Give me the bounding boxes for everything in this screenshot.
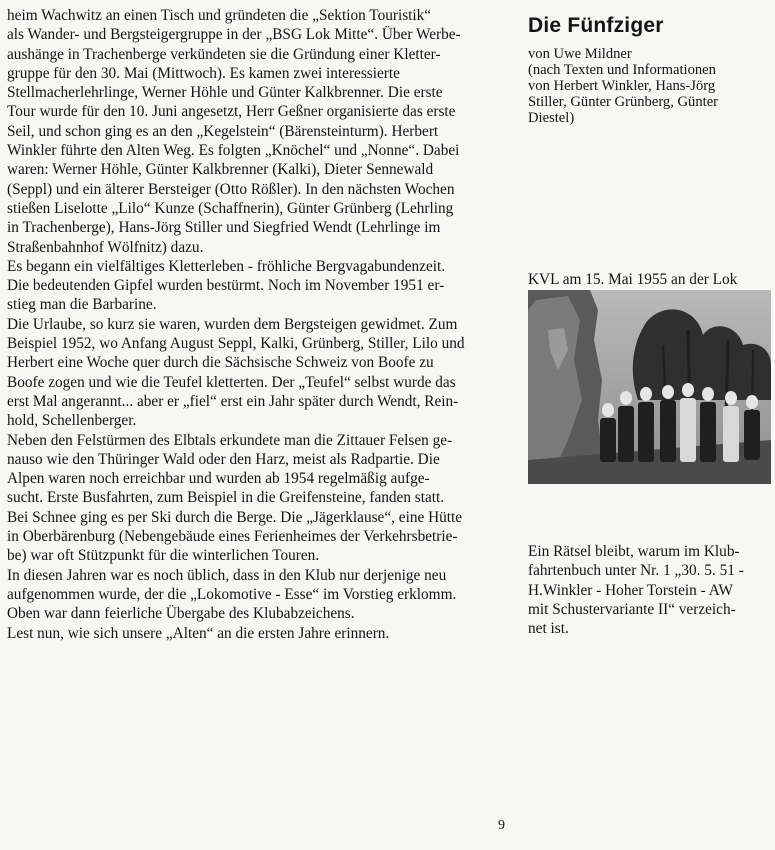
text-line: Seil, und schon ging es an den „Kegelstein“ (Bärensteinturm). Herbert bbox=[7, 122, 439, 140]
text-line: aushänge in Trachenberge verkündeten sie die Gründung einer Kletter- bbox=[7, 45, 441, 63]
text-line: nauso wie den Thüringer Wald oder den Harz, meist als Radpartie. Die bbox=[7, 450, 440, 468]
text-line: Oben war dann feierliche Übergabe des Klubabzeichens. bbox=[7, 605, 355, 623]
photo-caption: KVL am 15. Mai 1955 an der Lok bbox=[528, 271, 738, 288]
text-line: Herbert eine Woche quer durch die Sächsische Schweiz von Boofe zu bbox=[7, 354, 434, 372]
byline bbox=[528, 46, 773, 126]
text-line: be) war oft Stützpunkt für die winterlichen Touren. bbox=[7, 547, 320, 565]
text-line: aufgenommen wurde, der die „Lokomotive - Esse“ im Vorstieg erklomm. bbox=[7, 585, 457, 603]
text-line: Winkler führte den Alten Weg. Es folgten „Knöchel“ und „Nonne“. Dabei bbox=[7, 142, 460, 160]
byline-line: von Uwe Mildner bbox=[528, 46, 632, 62]
text-line: als Wander- und Bergsteigergruppe in der „BSG Lok Mitte“. Über Werbe- bbox=[7, 26, 461, 44]
text-line: Boofe zogen und wie die Teufel kletterten. Der „Teufel“ selbst wurde das bbox=[7, 373, 456, 391]
text-line: Bei Schnee ging es per Ski durch die Berge. Die „Jägerklause“, eine Hütte bbox=[7, 508, 463, 526]
text-line: Die bedeutenden Gipfel wurden bestürmt. Noch im November 1951 er- bbox=[7, 277, 445, 295]
text-line: Neben den Felstürmen des Elbtals erkundete man die Zittauer Felsen ge- bbox=[7, 431, 453, 449]
text-line: waren: Werner Höhle, Günter Kalkbrenner (Kalki), Dieter Sennewald bbox=[7, 161, 434, 179]
text-line: heim Wachwitz an einen Tisch und gründeten die „Sektion Touristik“ bbox=[7, 7, 432, 24]
text-line: hold, Schellenberger. bbox=[7, 412, 137, 430]
note-line: fahrtenbuch unter Nr. 1 „30. 5. 51 - bbox=[528, 562, 744, 580]
text-line: Die Urlaube, so kurz sie waren, wurden dem Bergsteigen gewidmet. Zum bbox=[7, 315, 458, 333]
group-photo bbox=[528, 290, 771, 484]
text-line: Lest nun, wie sich unsere „Alten“ an die ersten Jahre erinnern. bbox=[7, 624, 390, 642]
byline-line: von Herbert Winkler, Hans-Jörg bbox=[528, 78, 716, 94]
text-line: Es begann ein vielfältiges Kletterleben - fröhliche Bergvagabundenzeit. bbox=[7, 257, 446, 275]
article-body bbox=[7, 6, 499, 643]
note-line: mit Schustervariante II“ verzeich- bbox=[528, 600, 736, 618]
page-number: 9 bbox=[498, 818, 505, 833]
sidebar-header bbox=[528, 14, 773, 126]
text-line: (Seppl) und ein älterer Bersteiger (Otto Rößler). In den nächsten Wochen bbox=[7, 180, 455, 198]
note-line: net ist. bbox=[528, 620, 569, 638]
text-line: In diesen Jahren war es noch üblich, dass in den Klub nur derjenige neu bbox=[7, 566, 447, 584]
text-line: Tour wurde für den 10. Juni angesetzt, Herr Geßner organisierte das erste bbox=[7, 103, 456, 121]
note-line: Ein Rätsel bleibt, warum im Klub- bbox=[528, 543, 740, 560]
text-line: Stellmacherlehrlinge, Werner Höhle und Günter Kalkbrenner. Die erste bbox=[7, 84, 443, 102]
text-line: stießen Liselotte „Lilo“ Kunze (Schaffnerin), Günter Grünberg (Lehrling bbox=[7, 199, 454, 217]
text-line: erst Mal angerannt... aber er „fiel“ erst ein Jahr später durch Wendt, Rein- bbox=[7, 392, 459, 410]
byline-line: Stiller, Günter Grünberg, Günter bbox=[528, 94, 719, 110]
text-line: in Oberbärenburg (Nebengebäude eines Ferienheimes der Verkehrsbetrie- bbox=[7, 528, 458, 546]
sidebar-note bbox=[528, 542, 773, 638]
text-line: gruppe für den 30. Mai (Mittwoch). Es kamen zwei interessierte bbox=[7, 64, 400, 82]
text-line: Alpen waren noch erreichbar und wurden ab 1954 regelmäßig aufge- bbox=[7, 470, 430, 488]
text-line: Straßenbahnhof Wölfnitz) dazu. bbox=[7, 238, 204, 256]
byline-line: Diestel) bbox=[528, 110, 575, 126]
text-line: stieg man die Barbarine. bbox=[7, 296, 157, 314]
text-line: in Trachenberge), Hans-Jörg Stiller und Siegfried Wendt (Lehrlinge im bbox=[7, 219, 441, 237]
text-line: sucht. Erste Busfahrten, zum Beispiel in die Greifensteine, fanden statt. bbox=[7, 489, 445, 507]
group-photo-image bbox=[528, 290, 771, 484]
article-title: Die Fünfziger bbox=[528, 14, 664, 37]
note-line: H.Winkler - Hoher Torstein - AW bbox=[528, 581, 733, 599]
byline-line: (nach Texten und Informationen bbox=[528, 62, 716, 78]
text-line: Beispiel 1952, wo Anfang August Seppl, Kalki, Grünberg, Stiller, Lilo und bbox=[7, 335, 465, 353]
